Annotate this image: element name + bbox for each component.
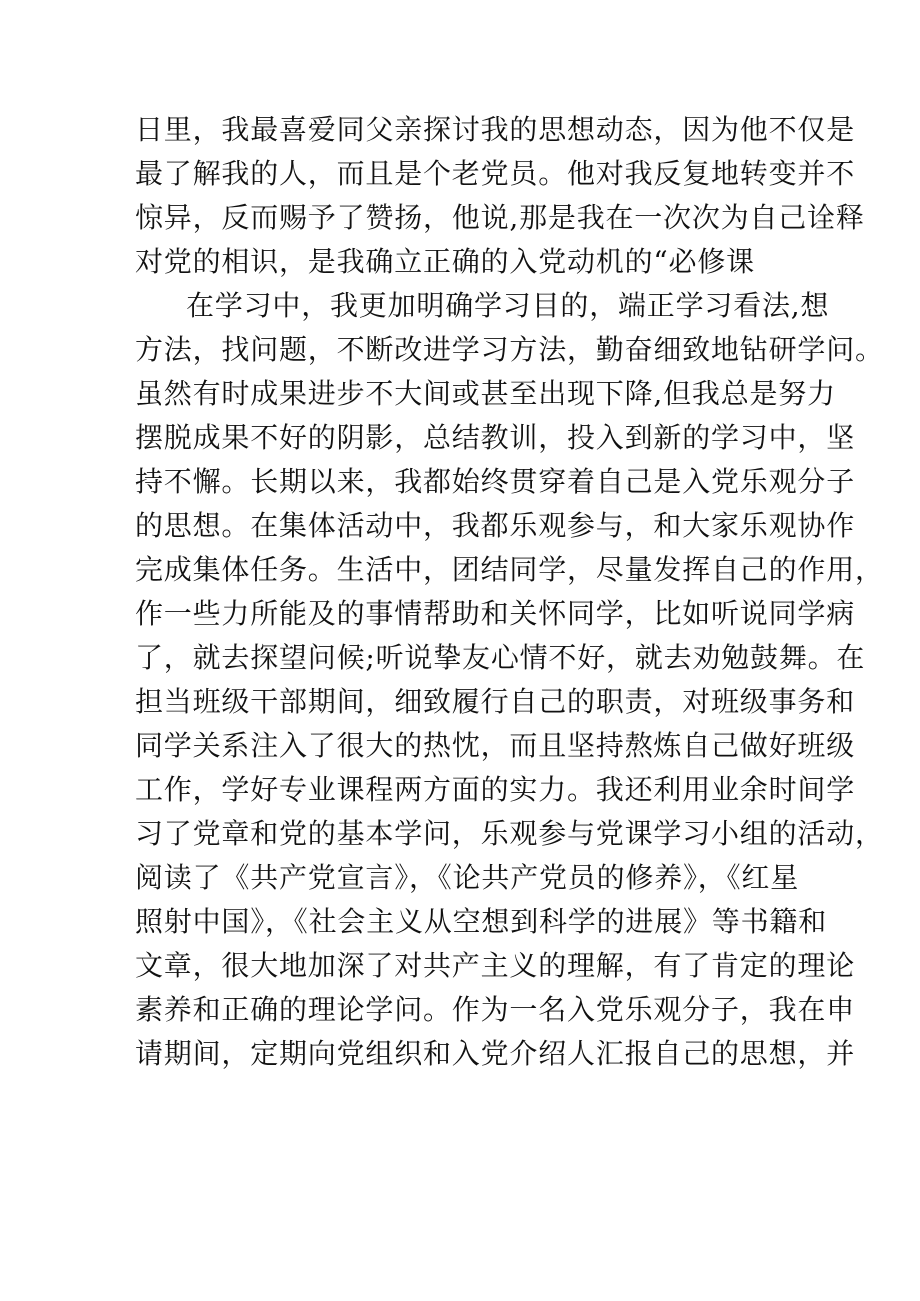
- text-line: 摆脱成果不好的阴影，总结教训，投入到新的学习中，坚: [135, 421, 856, 454]
- text-line: 阅读了《共产党宣言》，《论共产党员的修养》，《红星: [135, 861, 800, 894]
- text-line: 虽然有时成果进步不大间或甚至出现下降,但我总是努力: [135, 377, 836, 410]
- text-line: 日里，我最喜爱同父亲探讨我的思想动态，因为他不仅是: [135, 113, 856, 146]
- text-line: 的思想。在集体活动中，我都乐观参与，和大家乐观协作: [135, 509, 856, 542]
- text-line: 照射中国》，《社会主义从空想到科学的进展》等书籍和: [135, 905, 828, 938]
- text-line: 工作，学好专业课程两方面的实力。我还利用业余时间学: [135, 773, 856, 806]
- text-line: 对党的相识，是我确立正确的入党动机的“必修课: [135, 245, 755, 278]
- text-line: 习了党章和党的基本学问，乐观参与党课学习小组的活动，: [135, 817, 884, 850]
- text-line: 素养和正确的理论学问。作为一名入党乐观分子，我在申: [135, 993, 856, 1026]
- text-line: 完成集体任务。生活中，团结同学，尽量发挥自己的作用，: [135, 553, 884, 586]
- text-line: 最了解我的人，而且是个老党员。他对我反复地转变并不: [135, 157, 856, 190]
- text-line: 同学关系注入了很大的热忱，而且坚持熬炼自己做好班级: [135, 729, 856, 762]
- paragraph-first-line: 在学习中，我更加明确学习目的，端正学习看法,想: [186, 289, 830, 322]
- text-line: 请期间，定期向党组织和入党介绍人汇报自己的思想，并: [135, 1037, 856, 1070]
- text-line: 文章，很大地加深了对共产主义的理解，有了肯定的理论: [135, 949, 856, 982]
- text-line: 方法，找问题，不断改进学习方法，勤奋细致地钻研学问。: [135, 333, 884, 366]
- text-line: 担当班级干部期间，细致履行自己的职责，对班级事务和: [135, 685, 856, 718]
- text-line: 了，就去探望问候;听说挚友心情不好，就去劝勉鼓舞。在: [135, 641, 866, 674]
- text-line: 持不懈。长期以来，我都始终贯穿着自己是入党乐观分子: [135, 465, 856, 498]
- text-line: 作一些力所能及的事情帮助和关怀同学，比如听说同学病: [135, 597, 856, 630]
- text-line: 惊异，反而赐予了赞扬，他说,那是我在一次次为自己诠释: [135, 201, 865, 234]
